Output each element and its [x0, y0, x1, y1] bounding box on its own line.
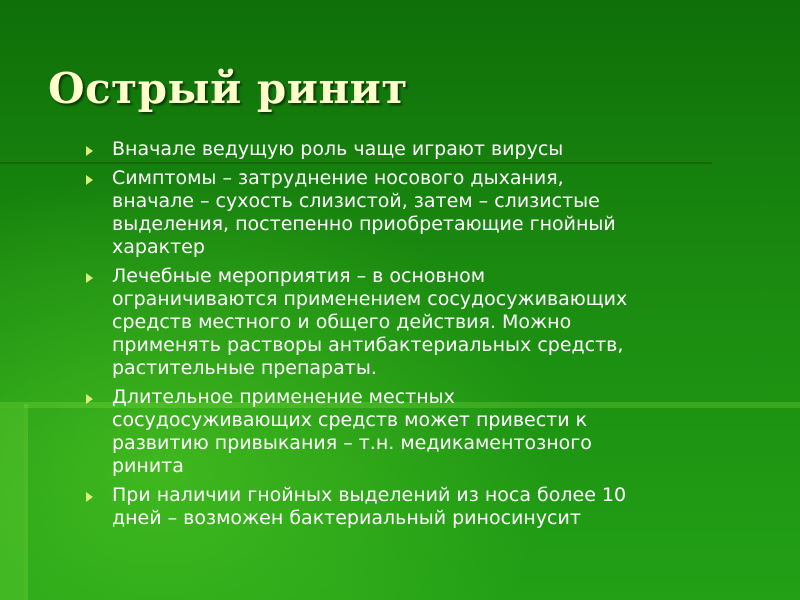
slide-title: Острый ринит: [48, 64, 408, 113]
bullet-line: применять растворы антибактериальных средств,: [112, 334, 624, 356]
bullet-line: ринита: [112, 455, 184, 477]
bullet-text: [112, 265, 784, 380]
bullet-line: характер: [112, 236, 205, 258]
triangle-bullet-icon: [86, 394, 93, 404]
bullet-line: Длительное применение местных: [112, 386, 455, 408]
bullet-line: средств местного и общего действия. Можно: [112, 311, 572, 333]
bullet-text: [112, 484, 784, 530]
bullet-text: [112, 386, 784, 478]
bullet-text: [112, 167, 784, 259]
bullet-line: При наличии гнойных выделений из носа более 10: [112, 484, 627, 506]
bullet-line: развитию привыкания – т.н. медикаментозного: [112, 432, 592, 454]
bullet-line: сосудосуживающих средств может привести к: [112, 409, 588, 431]
triangle-bullet-icon: [86, 492, 93, 502]
bullet-item: [84, 167, 784, 259]
bullet-line: Вначале ведущую роль чаще играют вирусы: [112, 138, 564, 160]
bullet-list: [84, 138, 784, 536]
bullet-line: выделения, постепенно приобретающие гнойный: [112, 213, 616, 235]
bullet-line: Лечебные мероприятия – в основном: [112, 265, 486, 287]
bullet-text: [112, 138, 784, 161]
bullet-item: [84, 138, 784, 161]
bullet-line: дней – возможен бактериальный риносинусит: [112, 507, 581, 529]
decorative-block: [0, 408, 24, 600]
bullet-item: [84, 386, 784, 478]
decorative-band-vertical: [24, 404, 28, 600]
triangle-bullet-icon: [86, 146, 93, 156]
triangle-bullet-icon: [86, 273, 93, 283]
bullet-item: [84, 484, 784, 530]
bullet-line: Симптомы – затруднение носового дыхания,: [112, 167, 564, 189]
bullet-item: [84, 265, 784, 380]
bullet-line: вначале – сухость слизистой, затем – слизистые: [112, 190, 600, 212]
bullet-line: ограничиваются применением сосудосуживающих: [112, 288, 628, 310]
bullet-line: растительные препараты.: [112, 357, 377, 379]
triangle-bullet-icon: [86, 175, 93, 185]
